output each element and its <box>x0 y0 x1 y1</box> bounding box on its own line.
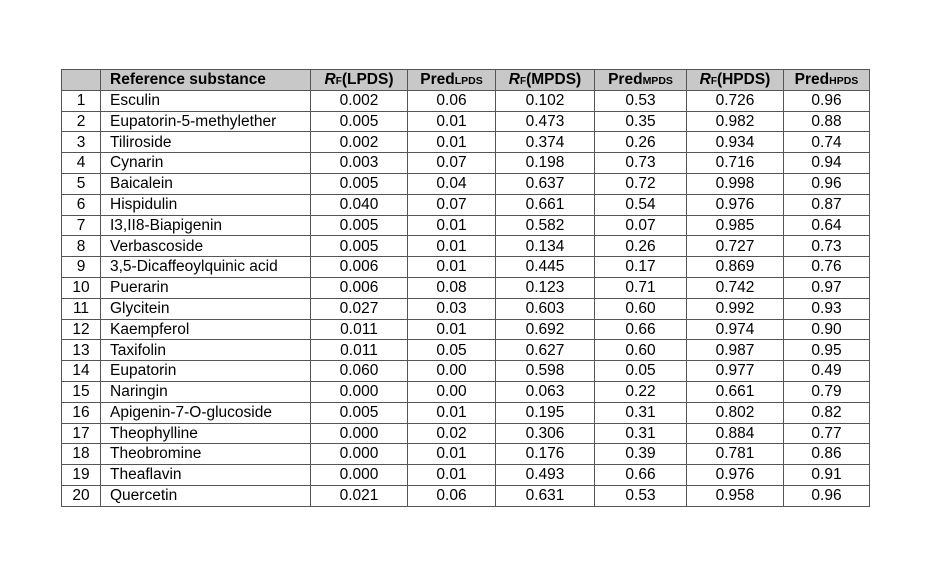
substance-name: I3,II8-Biapigenin <box>101 215 311 236</box>
table-row <box>62 215 870 236</box>
substance-name: Taxifolin <box>101 340 311 361</box>
substance-name: Baicalein <box>101 173 311 194</box>
substance-name: Naringin <box>101 381 311 402</box>
header-rf-mpds <box>496 70 595 91</box>
pred-lpds-value: 0.05 <box>408 340 496 361</box>
pred-mpds-value: 0.26 <box>595 236 687 257</box>
pred-lpds-value: 0.01 <box>408 444 496 465</box>
header-index <box>62 70 101 91</box>
pred-hpds-value: 0.79 <box>784 381 870 402</box>
table-row <box>62 298 870 319</box>
rf-lpds-value: 0.000 <box>311 465 408 486</box>
table-row <box>62 236 870 257</box>
pred-lpds-value: 0.07 <box>408 194 496 215</box>
row-index: 9 <box>62 257 101 278</box>
rf-mpds-value: 0.661 <box>496 194 595 215</box>
pred-mpds-value: 0.60 <box>595 298 687 319</box>
substance-name: Glycitein <box>101 298 311 319</box>
pred-hpds-value: 0.49 <box>784 361 870 382</box>
row-index: 8 <box>62 236 101 257</box>
rf-lpds-value: 0.002 <box>311 90 408 111</box>
pred-lpds-value: 0.06 <box>408 485 496 506</box>
pred-hpds-value: 0.76 <box>784 257 870 278</box>
substance-name: Puerarin <box>101 277 311 298</box>
rf-hpds-value: 0.976 <box>687 194 784 215</box>
table-row <box>62 173 870 194</box>
table-row <box>62 402 870 423</box>
pred-hpds-value: 0.88 <box>784 111 870 132</box>
substance-name: Verbascoside <box>101 236 311 257</box>
table-row <box>62 319 870 340</box>
rf-symbol: R <box>508 71 520 89</box>
substance-name: 3,5-Dicaffeoylquinic acid <box>101 257 311 278</box>
pred-hpds-value: 0.96 <box>784 90 870 111</box>
rf-values-table <box>61 69 870 507</box>
pred-mpds-value: 0.31 <box>595 402 687 423</box>
pred-mpds-value: 0.53 <box>595 90 687 111</box>
pred-mpds-value: 0.22 <box>595 381 687 402</box>
pred-lpds-value: 0.01 <box>408 236 496 257</box>
rf-lpds-value: 0.003 <box>311 153 408 174</box>
pred-lpds-value: 0.01 <box>408 111 496 132</box>
rf-mpds-value: 0.123 <box>496 277 595 298</box>
table-header-row <box>62 70 870 91</box>
pred-hpds-value: 0.77 <box>784 423 870 444</box>
table-row <box>62 132 870 153</box>
pred-mpds-value: 0.66 <box>595 465 687 486</box>
substance-name: Tiliroside <box>101 132 311 153</box>
rf-lpds-value: 0.000 <box>311 381 408 402</box>
rf-hpds-value: 0.742 <box>687 277 784 298</box>
table-row <box>62 277 870 298</box>
table-row <box>62 485 870 506</box>
pred-lpds-value: 0.01 <box>408 257 496 278</box>
substance-name: Cynarin <box>101 153 311 174</box>
rf-lpds-value: 0.060 <box>311 361 408 382</box>
substance-name: Theaflavin <box>101 465 311 486</box>
rf-mpds-value: 0.637 <box>496 173 595 194</box>
rf-mpds-value: 0.631 <box>496 485 595 506</box>
pred-mpds-value: 0.53 <box>595 485 687 506</box>
rf-lpds-value: 0.006 <box>311 277 408 298</box>
rf-mpds-value: 0.306 <box>496 423 595 444</box>
rf-lpds-value: 0.002 <box>311 132 408 153</box>
header-pred-lpds <box>408 70 496 91</box>
pred-mpds-value: 0.26 <box>595 132 687 153</box>
rf-lpds-value: 0.005 <box>311 236 408 257</box>
table-row <box>62 111 870 132</box>
pred-mpds-value: 0.72 <box>595 173 687 194</box>
rf-lpds-value: 0.040 <box>311 194 408 215</box>
rf-mpds-value: 0.692 <box>496 319 595 340</box>
rf-mpds-value: 0.582 <box>496 215 595 236</box>
header-reference-substance: Reference substance <box>101 70 311 91</box>
table-row <box>62 153 870 174</box>
pred-hpds-value: 0.90 <box>784 319 870 340</box>
substance-name: Esculin <box>101 90 311 111</box>
header-rf-hpds <box>687 70 784 91</box>
row-index: 11 <box>62 298 101 319</box>
pred-lpds-value: 0.06 <box>408 90 496 111</box>
pred-lpds-value: 0.08 <box>408 277 496 298</box>
pred-hpds-value: 0.64 <box>784 215 870 236</box>
substance-name: Theophylline <box>101 423 311 444</box>
table-row <box>62 90 870 111</box>
pred-hpds-value: 0.94 <box>784 153 870 174</box>
pred-lpds-value: 0.00 <box>408 361 496 382</box>
rf-symbol: R <box>699 71 711 89</box>
pred-hpds-value: 0.86 <box>784 444 870 465</box>
substance-name: Eupatorin-5-methylether <box>101 111 311 132</box>
substance-name: Quercetin <box>101 485 311 506</box>
header-pred-hpds <box>784 70 870 91</box>
rf-lpds-value: 0.011 <box>311 319 408 340</box>
rf-hpds-value: 0.661 <box>687 381 784 402</box>
table-row <box>62 423 870 444</box>
rf-hpds-value: 0.998 <box>687 173 784 194</box>
rf-mpds-value: 0.102 <box>496 90 595 111</box>
header-pred-mpds <box>595 70 687 91</box>
table-row <box>62 465 870 486</box>
rf-lpds-value: 0.005 <box>311 173 408 194</box>
table-row <box>62 444 870 465</box>
pred-mpds-value: 0.31 <box>595 423 687 444</box>
pred-subscript: MPDS <box>642 75 673 88</box>
rf-mpds-value: 0.598 <box>496 361 595 382</box>
rf-suffix: (HPDS) <box>716 71 771 89</box>
pred-lpds-value: 0.04 <box>408 173 496 194</box>
table-body <box>62 90 870 506</box>
table-row <box>62 381 870 402</box>
rf-lpds-value: 0.005 <box>311 215 408 236</box>
rf-hpds-value: 0.869 <box>687 257 784 278</box>
pred-mpds-value: 0.54 <box>595 194 687 215</box>
pred-lpds-value: 0.00 <box>408 381 496 402</box>
rf-hpds-value: 0.958 <box>687 485 784 506</box>
rf-hpds-value: 0.727 <box>687 236 784 257</box>
pred-base: Pred <box>794 71 830 89</box>
pred-base: Pred <box>608 71 643 89</box>
row-index: 13 <box>62 340 101 361</box>
rf-subscript: F <box>519 76 527 88</box>
table-row <box>62 340 870 361</box>
row-index: 18 <box>62 444 101 465</box>
table-row <box>62 257 870 278</box>
row-index: 12 <box>62 319 101 340</box>
row-index: 20 <box>62 485 101 506</box>
pred-base: Pred <box>420 71 455 89</box>
rf-mpds-value: 0.445 <box>496 257 595 278</box>
pred-hpds-value: 0.74 <box>784 132 870 153</box>
pred-mpds-value: 0.66 <box>595 319 687 340</box>
pred-hpds-value: 0.73 <box>784 236 870 257</box>
rf-hpds-value: 0.726 <box>687 90 784 111</box>
rf-mpds-value: 0.198 <box>496 153 595 174</box>
row-index: 2 <box>62 111 101 132</box>
rf-lpds-value: 0.006 <box>311 257 408 278</box>
pred-mpds-value: 0.05 <box>595 361 687 382</box>
pred-lpds-value: 0.01 <box>408 402 496 423</box>
rf-mpds-value: 0.195 <box>496 402 595 423</box>
rf-hpds-value: 0.781 <box>687 444 784 465</box>
table-row <box>62 361 870 382</box>
header-rf-lpds <box>311 70 408 91</box>
row-index: 5 <box>62 173 101 194</box>
pred-subscript: LPDS <box>454 75 483 88</box>
rf-symbol: R <box>324 71 336 89</box>
rf-hpds-value: 0.934 <box>687 132 784 153</box>
rf-hpds-value: 0.977 <box>687 361 784 382</box>
row-index: 6 <box>62 194 101 215</box>
rf-hpds-value: 0.976 <box>687 465 784 486</box>
pred-mpds-value: 0.60 <box>595 340 687 361</box>
rf-hpds-value: 0.992 <box>687 298 784 319</box>
pred-lpds-value: 0.01 <box>408 465 496 486</box>
rf-hpds-value: 0.884 <box>687 423 784 444</box>
rf-mpds-value: 0.134 <box>496 236 595 257</box>
rf-mpds-value: 0.473 <box>496 111 595 132</box>
row-index: 1 <box>62 90 101 111</box>
rf-mpds-value: 0.063 <box>496 381 595 402</box>
substance-name: Hispidulin <box>101 194 311 215</box>
rf-suffix: (MPDS) <box>526 71 582 89</box>
pred-mpds-value: 0.35 <box>595 111 687 132</box>
pred-subscript: HPDS <box>829 75 859 88</box>
substance-name: Kaempferol <box>101 319 311 340</box>
pred-lpds-value: 0.01 <box>408 215 496 236</box>
pred-hpds-value: 0.93 <box>784 298 870 319</box>
rf-mpds-value: 0.493 <box>496 465 595 486</box>
table-row <box>62 194 870 215</box>
row-index: 17 <box>62 423 101 444</box>
row-index: 7 <box>62 215 101 236</box>
rf-lpds-value: 0.000 <box>311 444 408 465</box>
row-index: 10 <box>62 277 101 298</box>
pred-lpds-value: 0.01 <box>408 132 496 153</box>
pred-hpds-value: 0.96 <box>784 173 870 194</box>
rf-hpds-value: 0.985 <box>687 215 784 236</box>
pred-hpds-value: 0.95 <box>784 340 870 361</box>
substance-name: Apigenin-7-O-glucoside <box>101 402 311 423</box>
rf-mpds-value: 0.374 <box>496 132 595 153</box>
substance-name: Eupatorin <box>101 361 311 382</box>
rf-hpds-value: 0.987 <box>687 340 784 361</box>
rf-lpds-value: 0.011 <box>311 340 408 361</box>
pred-hpds-value: 0.82 <box>784 402 870 423</box>
rf-lpds-value: 0.005 <box>311 402 408 423</box>
pred-lpds-value: 0.01 <box>408 319 496 340</box>
pred-mpds-value: 0.71 <box>595 277 687 298</box>
rf-lpds-value: 0.005 <box>311 111 408 132</box>
pred-hpds-value: 0.97 <box>784 277 870 298</box>
rf-lpds-value: 0.027 <box>311 298 408 319</box>
row-index: 3 <box>62 132 101 153</box>
pred-mpds-value: 0.73 <box>595 153 687 174</box>
rf-hpds-value: 0.974 <box>687 319 784 340</box>
rf-lpds-value: 0.000 <box>311 423 408 444</box>
pred-lpds-value: 0.03 <box>408 298 496 319</box>
row-index: 16 <box>62 402 101 423</box>
pred-hpds-value: 0.87 <box>784 194 870 215</box>
pred-mpds-value: 0.39 <box>595 444 687 465</box>
row-index: 4 <box>62 153 101 174</box>
rf-hpds-value: 0.982 <box>687 111 784 132</box>
pred-lpds-value: 0.02 <box>408 423 496 444</box>
rf-lpds-value: 0.021 <box>311 485 408 506</box>
pred-hpds-value: 0.96 <box>784 485 870 506</box>
rf-suffix: (LPDS) <box>341 71 394 89</box>
row-index: 19 <box>62 465 101 486</box>
row-index: 15 <box>62 381 101 402</box>
pred-lpds-value: 0.07 <box>408 153 496 174</box>
rf-hpds-value: 0.716 <box>687 153 784 174</box>
rf-mpds-value: 0.176 <box>496 444 595 465</box>
rf-mpds-value: 0.627 <box>496 340 595 361</box>
substance-name: Theobromine <box>101 444 311 465</box>
rf-subscript: F <box>710 76 717 88</box>
pred-mpds-value: 0.07 <box>595 215 687 236</box>
rf-subscript: F <box>335 76 342 88</box>
rf-hpds-value: 0.802 <box>687 402 784 423</box>
pred-mpds-value: 0.17 <box>595 257 687 278</box>
row-index: 14 <box>62 361 101 382</box>
rf-mpds-value: 0.603 <box>496 298 595 319</box>
pred-hpds-value: 0.91 <box>784 465 870 486</box>
